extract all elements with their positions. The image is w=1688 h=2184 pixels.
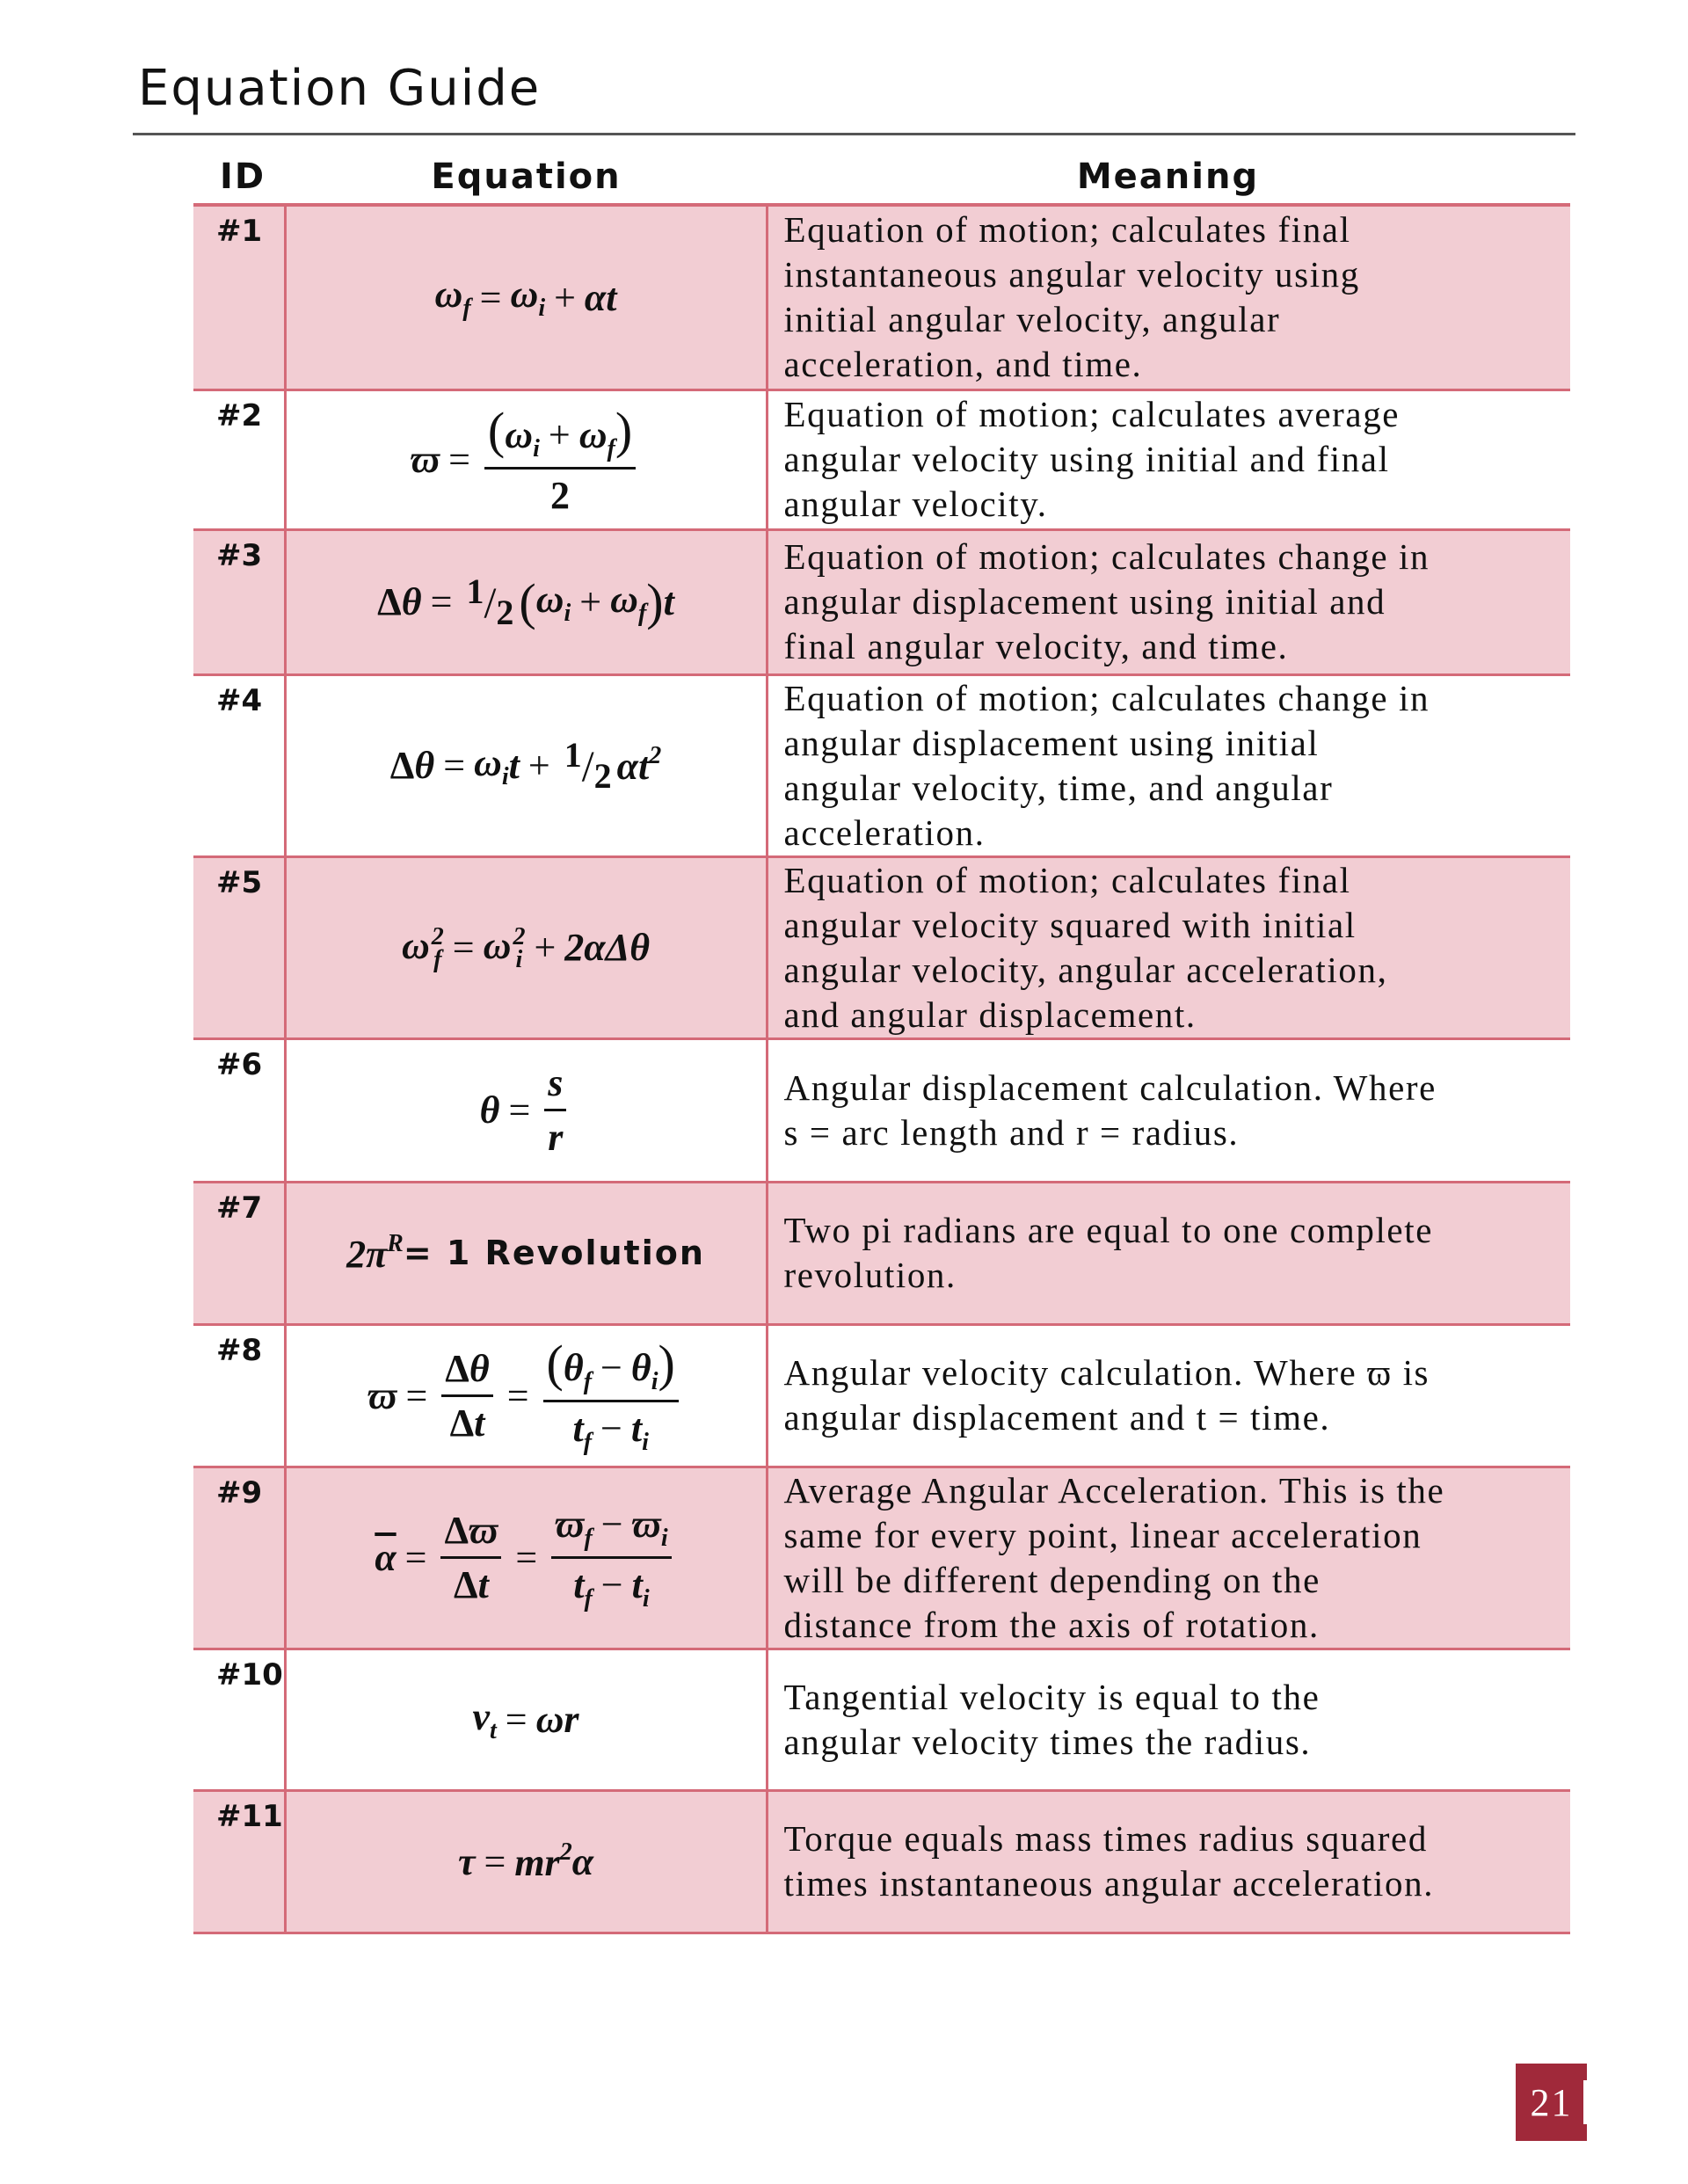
equation-cell xyxy=(285,1649,767,1790)
equation-4 xyxy=(389,735,662,796)
equation-variable: $\alpha t^2$ xyxy=(616,742,662,788)
equation-1 xyxy=(435,272,617,323)
meaning-line: times instantaneous angular acceleration. xyxy=(783,1863,1435,1904)
equation-id: #10 xyxy=(193,1649,285,1790)
equation-operator: = xyxy=(443,744,466,787)
equation-parenthesis: ) xyxy=(615,402,633,459)
subscript: f xyxy=(584,1525,593,1552)
sub-superscript xyxy=(513,923,526,974)
page-title: Equation Guide xyxy=(138,60,542,117)
fraction-denominator xyxy=(547,470,573,518)
equation-variable: ω 2 f xyxy=(401,923,444,974)
meaning-cell xyxy=(767,674,1570,856)
equation-symbol: Δ xyxy=(449,1401,475,1445)
table-row xyxy=(193,1324,1570,1467)
fraction-numerator xyxy=(544,1060,566,1111)
equation-symbol: 2 xyxy=(550,474,571,517)
sub-superscript xyxy=(431,923,444,974)
equation-fraction xyxy=(544,1060,566,1160)
meaning-line: Angular displacement calculation. Where xyxy=(783,1067,1437,1108)
meaning-line: Torque equals mass times radius squared xyxy=(783,1818,1428,1859)
subscript: i xyxy=(515,946,523,974)
equation-variable: $t_f$ xyxy=(573,1563,593,1613)
equation-symbol: Δ xyxy=(377,580,402,623)
equation-variable: s xyxy=(548,1061,564,1104)
equation-parenthesis: ( xyxy=(546,1335,564,1392)
equation-variable: 2αΔθ xyxy=(564,926,651,969)
meaning-line: acceleration. xyxy=(783,812,986,853)
meaning-line: revolution. xyxy=(783,1255,957,1295)
equation-variable: $mr^2$ xyxy=(514,1838,572,1884)
equation-id: #2 xyxy=(193,389,285,529)
equation-cell xyxy=(285,1182,767,1324)
subscript: f xyxy=(583,1429,593,1456)
fraction-denominator xyxy=(447,1397,489,1445)
equation-variable: θ xyxy=(414,744,435,787)
meaning-line: Equation of motion; calculates change in xyxy=(783,677,1430,718)
superscript: 2 xyxy=(649,742,662,769)
subscript: i xyxy=(538,295,546,323)
subscript: i xyxy=(642,1585,650,1613)
meaning-line: angular velocity, angular acceleration, xyxy=(783,949,1388,990)
equation-operator: = xyxy=(452,926,475,969)
subscript: f xyxy=(607,435,615,462)
equation-operator: = xyxy=(515,1536,538,1579)
equation-symbol: Δ xyxy=(454,1563,478,1606)
fraction-numerator xyxy=(484,401,636,470)
column-header-meaning: Meaning xyxy=(1076,157,1260,197)
equation-2 xyxy=(411,401,641,518)
meaning-line: will be different depending on the xyxy=(783,1559,1321,1600)
equation-id: #11 xyxy=(193,1790,285,1933)
meaning-cell xyxy=(767,1324,1570,1467)
equation-variable: ϖ xyxy=(469,1509,498,1552)
meaning-line: acceleration, and time. xyxy=(783,344,1143,385)
equation-operator: + xyxy=(548,413,571,456)
one-half-fraction xyxy=(466,571,514,632)
table-row xyxy=(193,674,1570,856)
equation-parenthesis: ( xyxy=(519,573,536,630)
meaning-cell xyxy=(767,1649,1570,1790)
table-row xyxy=(193,1467,1570,1649)
subscript: f xyxy=(584,1585,593,1613)
meaning-cell xyxy=(767,205,1570,389)
meaning-cell xyxy=(767,389,1570,529)
half-denominator: 2 xyxy=(593,756,612,796)
equation-cell xyxy=(285,529,767,674)
table-row xyxy=(193,1182,1570,1324)
table-row xyxy=(193,1790,1570,1933)
equation-id: #5 xyxy=(193,856,285,1038)
subscript: i xyxy=(660,1525,668,1552)
equation-id: #1 xyxy=(193,205,285,389)
equation-operator: + xyxy=(554,275,576,319)
half-numerator: 1 xyxy=(466,571,484,611)
equation-cell xyxy=(285,1324,767,1467)
equation-symbol: Δ xyxy=(445,1346,469,1390)
equation-10 xyxy=(472,1694,578,1745)
equation-operator: = xyxy=(484,1839,506,1883)
equation-operator: = xyxy=(505,1698,528,1741)
equation-variable: $t_i$ xyxy=(630,1407,649,1456)
half-slash: / xyxy=(581,740,594,790)
equation-variable: $\omega_f$ xyxy=(578,413,615,462)
table-row xyxy=(193,1649,1570,1790)
meaning-line: Two pi radians are equal to one complete xyxy=(783,1210,1434,1250)
equation-cell xyxy=(285,1038,767,1182)
equation-cell xyxy=(285,389,767,529)
equation-operator: = xyxy=(430,580,453,623)
fraction-denominator xyxy=(544,1111,566,1160)
equation-operator: = xyxy=(405,1373,428,1417)
equation-variable: $\omega_f$ xyxy=(434,273,471,323)
equation-variable: τ xyxy=(457,1839,476,1883)
meaning-line: distance from the axis of rotation. xyxy=(783,1604,1320,1645)
superscript: 2 xyxy=(513,923,526,951)
subscript: f xyxy=(583,1368,593,1395)
equation-fraction xyxy=(440,1508,501,1607)
title-divider xyxy=(133,133,1575,135)
subscript: f xyxy=(462,295,471,323)
equation-fraction xyxy=(543,1334,679,1457)
equation-operator: = xyxy=(508,1088,531,1132)
equation-operator: = xyxy=(404,1536,427,1579)
equation-variable: ϖ xyxy=(367,1373,397,1417)
half-numerator: 1 xyxy=(564,735,582,775)
equation-fraction xyxy=(484,401,636,518)
equation-variable: α xyxy=(571,1839,594,1883)
meaning-line: instantaneous angular velocity using xyxy=(783,254,1360,295)
fraction-denominator xyxy=(570,1559,652,1613)
half-denominator: 2 xyxy=(496,593,514,632)
equation-variable: $ϖ_f$ xyxy=(555,1503,593,1552)
equation-variable: t xyxy=(508,744,520,787)
meaning-line: angular displacement using initial and xyxy=(783,581,1386,622)
equation-fraction xyxy=(551,1502,672,1613)
subscript: f xyxy=(637,599,647,627)
meaning-line: Average Angular Acceleration. This is the xyxy=(783,1469,1445,1511)
equation-operator: = xyxy=(448,438,470,481)
equation-cell xyxy=(285,856,767,1038)
meaning-line: same for every point, linear acceleration xyxy=(783,1514,1422,1555)
subscript: i xyxy=(564,599,571,627)
meaning-line: Equation of motion; calculates average xyxy=(783,394,1401,434)
equation-cell xyxy=(285,205,767,389)
equation-8 xyxy=(367,1334,684,1457)
equation-5 xyxy=(402,923,650,972)
equation-11 xyxy=(458,1838,593,1885)
column-header-equation: Equation xyxy=(431,157,622,197)
subscript: i xyxy=(642,1429,649,1456)
meaning-line: angular velocity squared with initial xyxy=(783,904,1357,945)
meaning-line: initial angular velocity, angular xyxy=(783,299,1281,340)
fraction-denominator xyxy=(569,1402,651,1457)
equation-operator: = xyxy=(506,1373,529,1417)
table-row xyxy=(193,205,1570,389)
subscript: i xyxy=(501,762,509,790)
equation-variable: $t_i$ xyxy=(631,1563,650,1613)
equation-variable: $\overline{\alpha}$ xyxy=(375,1536,397,1579)
meaning-cell xyxy=(767,856,1570,1038)
equation-6 xyxy=(480,1060,572,1160)
meaning-line: Angular velocity calculation. Where ϖ is xyxy=(783,1352,1430,1393)
meaning-line: angular displacement and t = time. xyxy=(783,1397,1331,1438)
equation-id: #6 xyxy=(193,1038,285,1182)
half-slash: / xyxy=(484,577,497,627)
equation-variable: θ xyxy=(479,1088,500,1132)
table-row xyxy=(193,529,1570,674)
equation-symbol: Δ xyxy=(389,744,415,787)
subscript: i xyxy=(651,1368,658,1395)
fraction-numerator xyxy=(440,1508,501,1559)
equation-operator: − xyxy=(600,1407,622,1450)
equation-parenthesis: ) xyxy=(658,1335,675,1392)
equation-variable: r xyxy=(548,1116,564,1159)
meaning-line: angular velocity. xyxy=(783,484,1048,524)
equation-variable: $\omega_i$ xyxy=(510,273,546,323)
equation-cell xyxy=(285,1790,767,1933)
equation-table xyxy=(193,203,1570,1934)
equation-variable: αt xyxy=(584,275,617,319)
superscript: R xyxy=(387,1229,404,1257)
equation-variable: ϖ xyxy=(410,438,440,481)
equation-symbol: Δ xyxy=(444,1509,469,1552)
equation-3 xyxy=(377,572,674,631)
equation-operator: + xyxy=(528,744,550,787)
meaning-line: angular velocity times the radius. xyxy=(783,1721,1312,1762)
equation-id: #7 xyxy=(193,1182,285,1324)
equation-fraction xyxy=(441,1346,492,1445)
equation-id: #4 xyxy=(193,674,285,856)
superscript: 2 xyxy=(559,1838,572,1866)
table-row xyxy=(193,1038,1570,1182)
equation-7 xyxy=(346,1230,705,1277)
fraction-numerator xyxy=(441,1346,492,1397)
meaning-line: Equation of motion; calculates final xyxy=(783,859,1351,900)
equation-variable: $\omega_i$ xyxy=(505,413,540,462)
subscript: i xyxy=(533,435,540,462)
meaning-cell xyxy=(767,1038,1570,1182)
equation-cell xyxy=(285,1467,767,1649)
meaning-line: angular velocity using initial and final xyxy=(783,439,1390,479)
meaning-line: and angular displacement. xyxy=(783,994,1197,1035)
equation-variable: $\theta_i$ xyxy=(630,1346,658,1395)
equation-text: = 1 Revolution xyxy=(403,1234,705,1272)
equation-operator: = xyxy=(479,275,502,319)
equation-variable: $2\pi^R$ xyxy=(346,1229,404,1276)
fraction-numerator xyxy=(543,1334,679,1402)
equation-operator: − xyxy=(600,1503,623,1546)
equation-parenthesis: ) xyxy=(646,573,664,630)
equation-variable: t xyxy=(474,1401,485,1445)
page-number-badge: 21 xyxy=(1516,2064,1587,2141)
equation-variable: $\omega_f$ xyxy=(610,577,647,627)
meaning-line: Equation of motion; calculates final xyxy=(783,209,1351,251)
meaning-cell xyxy=(767,1790,1570,1933)
column-header-id: ID xyxy=(220,157,266,197)
superscript: 2 xyxy=(431,923,444,951)
equation-operator: − xyxy=(600,1563,623,1606)
equation-parenthesis: ( xyxy=(487,402,506,459)
meaning-cell xyxy=(767,1182,1570,1324)
equation-variable: t xyxy=(477,1563,489,1606)
meaning-cell xyxy=(767,529,1570,674)
meaning-line: Equation of motion; calculates change in xyxy=(783,536,1430,577)
equation-variable: θ xyxy=(469,1346,490,1390)
subscript: f xyxy=(433,946,442,974)
equation-id: #3 xyxy=(193,529,285,674)
meaning-cell xyxy=(767,1467,1570,1649)
equation-variable: $v_t$ xyxy=(472,1694,497,1744)
one-half-fraction xyxy=(564,735,612,796)
fraction-denominator xyxy=(450,1559,492,1607)
equation-operator: + xyxy=(534,926,557,969)
equation-variable: $\theta_f$ xyxy=(563,1346,593,1395)
meaning-line: final angular velocity, and time. xyxy=(783,626,1289,666)
subscript: t xyxy=(489,1716,497,1744)
table-row xyxy=(193,389,1570,529)
equation-variable: $ϖ_i$ xyxy=(631,1503,668,1552)
equation-9 xyxy=(375,1502,676,1613)
fraction-numerator xyxy=(551,1502,672,1559)
equation-id: #9 xyxy=(193,1467,285,1649)
equation-operator: − xyxy=(600,1346,622,1389)
meaning-line: s = arc length and r = radius. xyxy=(783,1111,1240,1153)
equation-variable: $\omega_i$ xyxy=(535,577,571,627)
equation-id: #8 xyxy=(193,1324,285,1467)
meaning-line: angular displacement using initial xyxy=(783,722,1320,763)
equation-variable: $t_f$ xyxy=(572,1407,593,1456)
equation-variable: ωr xyxy=(535,1698,579,1741)
equation-cell xyxy=(285,674,767,856)
equation-variable: $\omega_i$ xyxy=(474,740,509,790)
equation-variable: θ xyxy=(401,580,422,623)
meaning-line: angular velocity, time, and angular xyxy=(783,767,1334,808)
equation-variable: ω 2 i xyxy=(483,923,526,974)
meaning-line: Tangential velocity is equal to the xyxy=(783,1676,1321,1717)
equation-operator: + xyxy=(579,580,602,623)
table-row xyxy=(193,856,1570,1038)
equation-variable: t xyxy=(663,580,674,623)
